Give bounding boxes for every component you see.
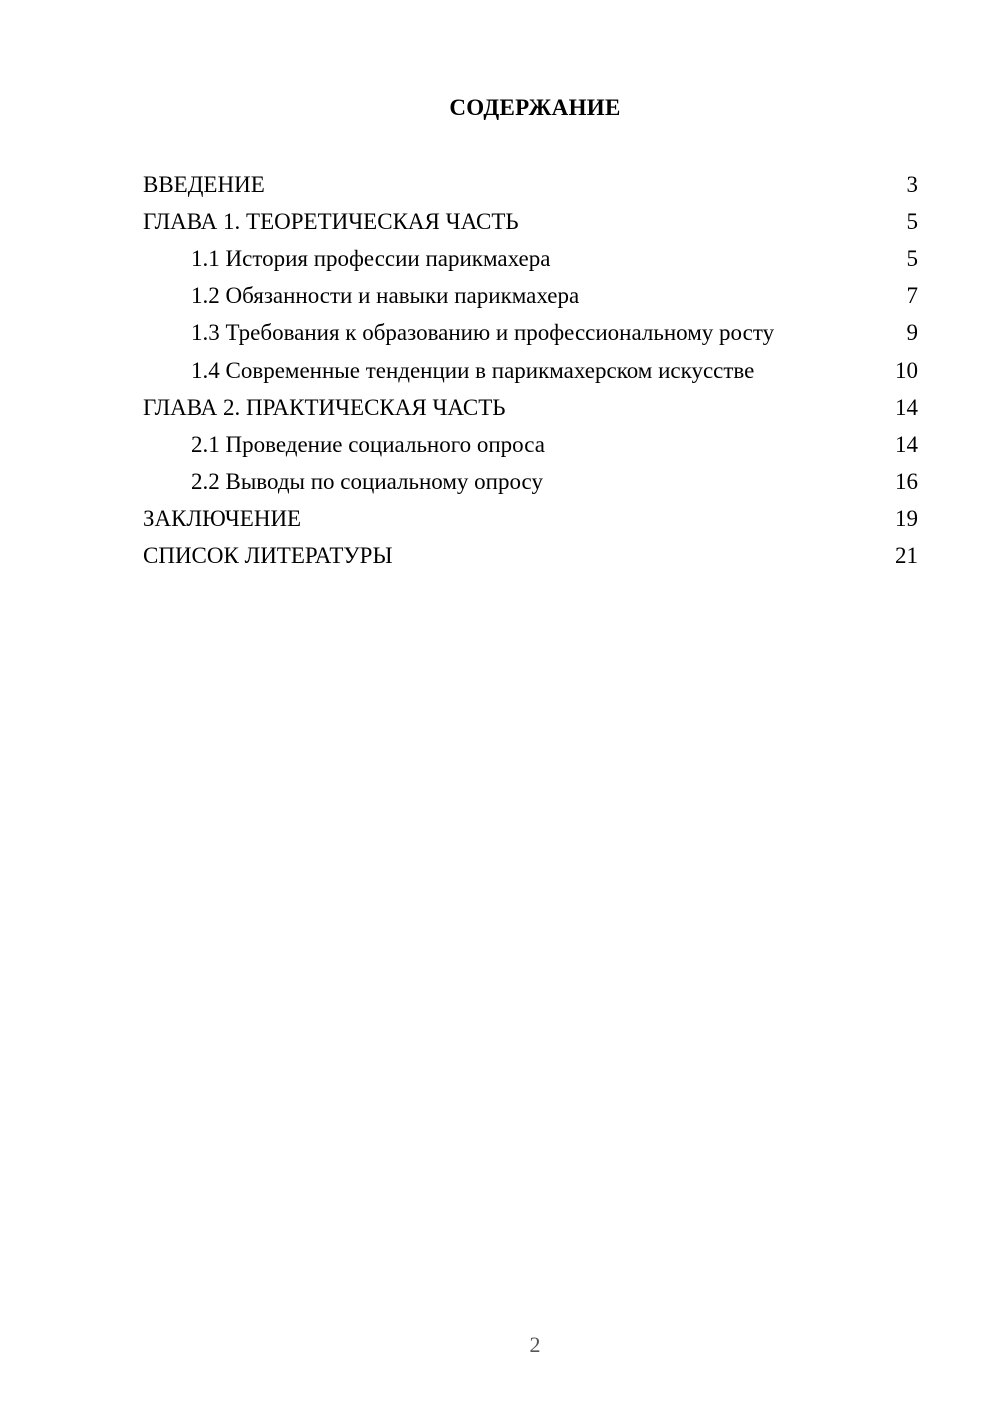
toc-entry-label: 2.1 Проведение социального опроса: [191, 431, 545, 457]
toc-entry: [143, 426, 918, 463]
toc-entry-label: 1.3 Требования к образованию и профессиональному росту: [191, 320, 775, 346]
toc-entry-label: 1.4 Современные тенденции в парикмахерском искусстве: [191, 357, 755, 383]
toc-entry-page: 21: [895, 543, 918, 569]
toc-entry-label: ВВЕДЕНИЕ: [143, 171, 265, 197]
toc-entry-page: 5: [906, 208, 918, 234]
toc-entry-page: 5: [906, 245, 918, 271]
toc-entry: [143, 501, 918, 538]
toc-entry-label: ЗАКЛЮЧЕНИЕ: [143, 506, 302, 532]
toc-entry-page: 16: [895, 469, 918, 495]
toc-entry-label: ГЛАВА 1. ТЕОРЕТИЧЕСКАЯ ЧАСТЬ: [143, 208, 519, 234]
toc-entry: [143, 538, 918, 575]
page-number: 2: [529, 1332, 541, 1357]
toc-entry-label: 1.2 Обязанности и навыки парикмахера: [191, 283, 580, 309]
toc-entry-label: СПИСОК ЛИТЕРАТУРЫ: [143, 543, 393, 569]
toc-entry-label: 2.2 Выводы по социальному опросу: [191, 469, 543, 495]
toc-entry: [143, 464, 918, 501]
toc-entry-page: 14: [895, 431, 918, 457]
toc-entry: [143, 240, 918, 277]
toc-entry-page: 7: [906, 283, 918, 309]
toc-entry-label: 1.1 История профессии парикмахера: [191, 245, 551, 271]
toc-entry-page: 10: [895, 357, 918, 383]
toc-entry-page: 9: [906, 320, 918, 346]
toc-entry: [143, 389, 918, 426]
toc-entry: [143, 203, 918, 240]
toc-entry: [143, 352, 918, 389]
toc-entry-page: 3: [906, 171, 918, 197]
table-of-contents: [143, 166, 918, 575]
toc-entry-label: ГЛАВА 2. ПРАКТИЧЕСКАЯ ЧАСТЬ: [143, 394, 506, 420]
toc-entry: [143, 315, 918, 352]
page-title: СОДЕРЖАНИЕ: [449, 95, 621, 120]
toc-entry-page: 14: [895, 394, 918, 420]
toc-entry: [143, 166, 918, 203]
toc-entry: [143, 278, 918, 315]
toc-entry-page: 19: [895, 506, 918, 532]
